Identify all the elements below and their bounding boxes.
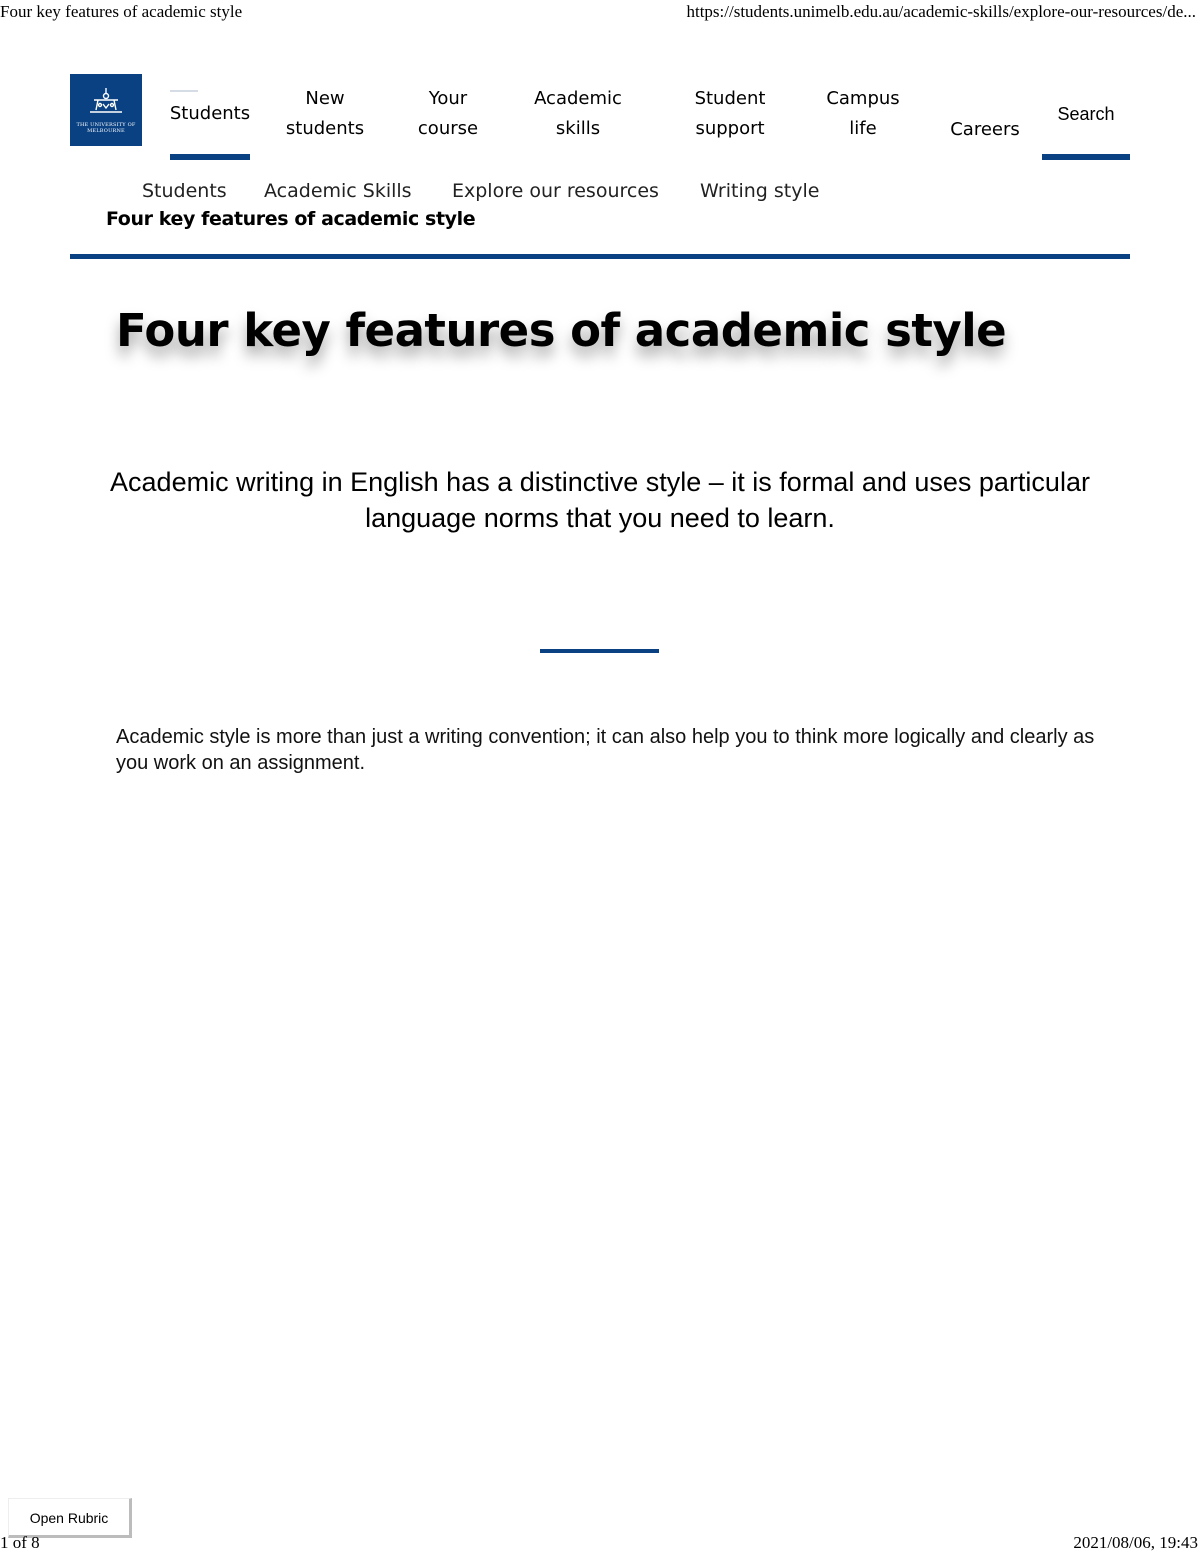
nav-student-support[interactable] (680, 74, 780, 154)
lead-paragraph: Academic writing in English has a distinctive style – it is formal and uses particular language norms that you need to learn. (110, 467, 1090, 533)
search-button[interactable] (1042, 74, 1130, 160)
open-rubric-label: Open Rubric (29, 1510, 109, 1526)
print-header (0, 0, 1200, 24)
breadcrumb (70, 174, 1130, 258)
breadcrumb-academic-skills[interactable]: Academic Skills (264, 180, 412, 202)
print-page-url: https://students.unimelb.edu.au/academic-skills/explore-our-resources/de... (686, 2, 1196, 21)
nav-academic-skills-line1: Academic (534, 88, 622, 109)
breadcrumb-divider (70, 254, 1130, 259)
nav-campus-life-line2: life (849, 118, 877, 139)
nav-new-students[interactable] (280, 74, 370, 154)
breadcrumb-writing-style[interactable]: Writing style (700, 180, 820, 202)
section-divider (540, 649, 659, 653)
crest-icon (86, 86, 126, 118)
page-title: Four key features of academic style (116, 304, 1007, 357)
print-page-number: 1 of 8 (0, 1533, 40, 1552)
nav-academic-skills[interactable] (528, 74, 628, 154)
nav-your-course[interactable] (408, 74, 488, 154)
site-header (70, 74, 1130, 160)
print-date: 2021/08/06, 19:43 (1073, 1533, 1198, 1552)
nav-student-support-line1: Student (694, 88, 766, 109)
nav-your-course-line1: Your (428, 88, 468, 109)
nav-students[interactable] (170, 74, 250, 160)
nav-new-students-line1: New (305, 88, 345, 109)
nav-students-label: Students (169, 103, 251, 124)
logo-text: THE UNIVERSITY OF MELBOURNE (76, 122, 136, 134)
breadcrumb-current: Four key features of academic style (106, 208, 476, 230)
nav-campus-life[interactable] (818, 74, 908, 154)
print-footer (0, 1530, 1200, 1553)
nav-campus-life-line1: Campus (826, 88, 900, 109)
breadcrumb-students[interactable]: Students (142, 180, 227, 202)
university-logo[interactable] (70, 74, 142, 150)
nav-your-course-line2: course (417, 118, 479, 139)
body-paragraph: Academic style is more than just a writing convention; it can also help you to think more logically and clearly as you work on an assignment. (116, 726, 1095, 774)
search-label: Search (1057, 104, 1115, 124)
print-page-title: Four key features of academic style (0, 2, 243, 21)
nav-academic-skills-line2: skills (555, 118, 601, 139)
nav-careers-label: Careers (950, 119, 1020, 140)
breadcrumb-explore-resources[interactable]: Explore our resources (452, 180, 659, 202)
nav-careers[interactable] (940, 74, 1030, 154)
nav-student-support-line2: support (695, 118, 765, 139)
nav-new-students-line2: students (285, 118, 365, 139)
